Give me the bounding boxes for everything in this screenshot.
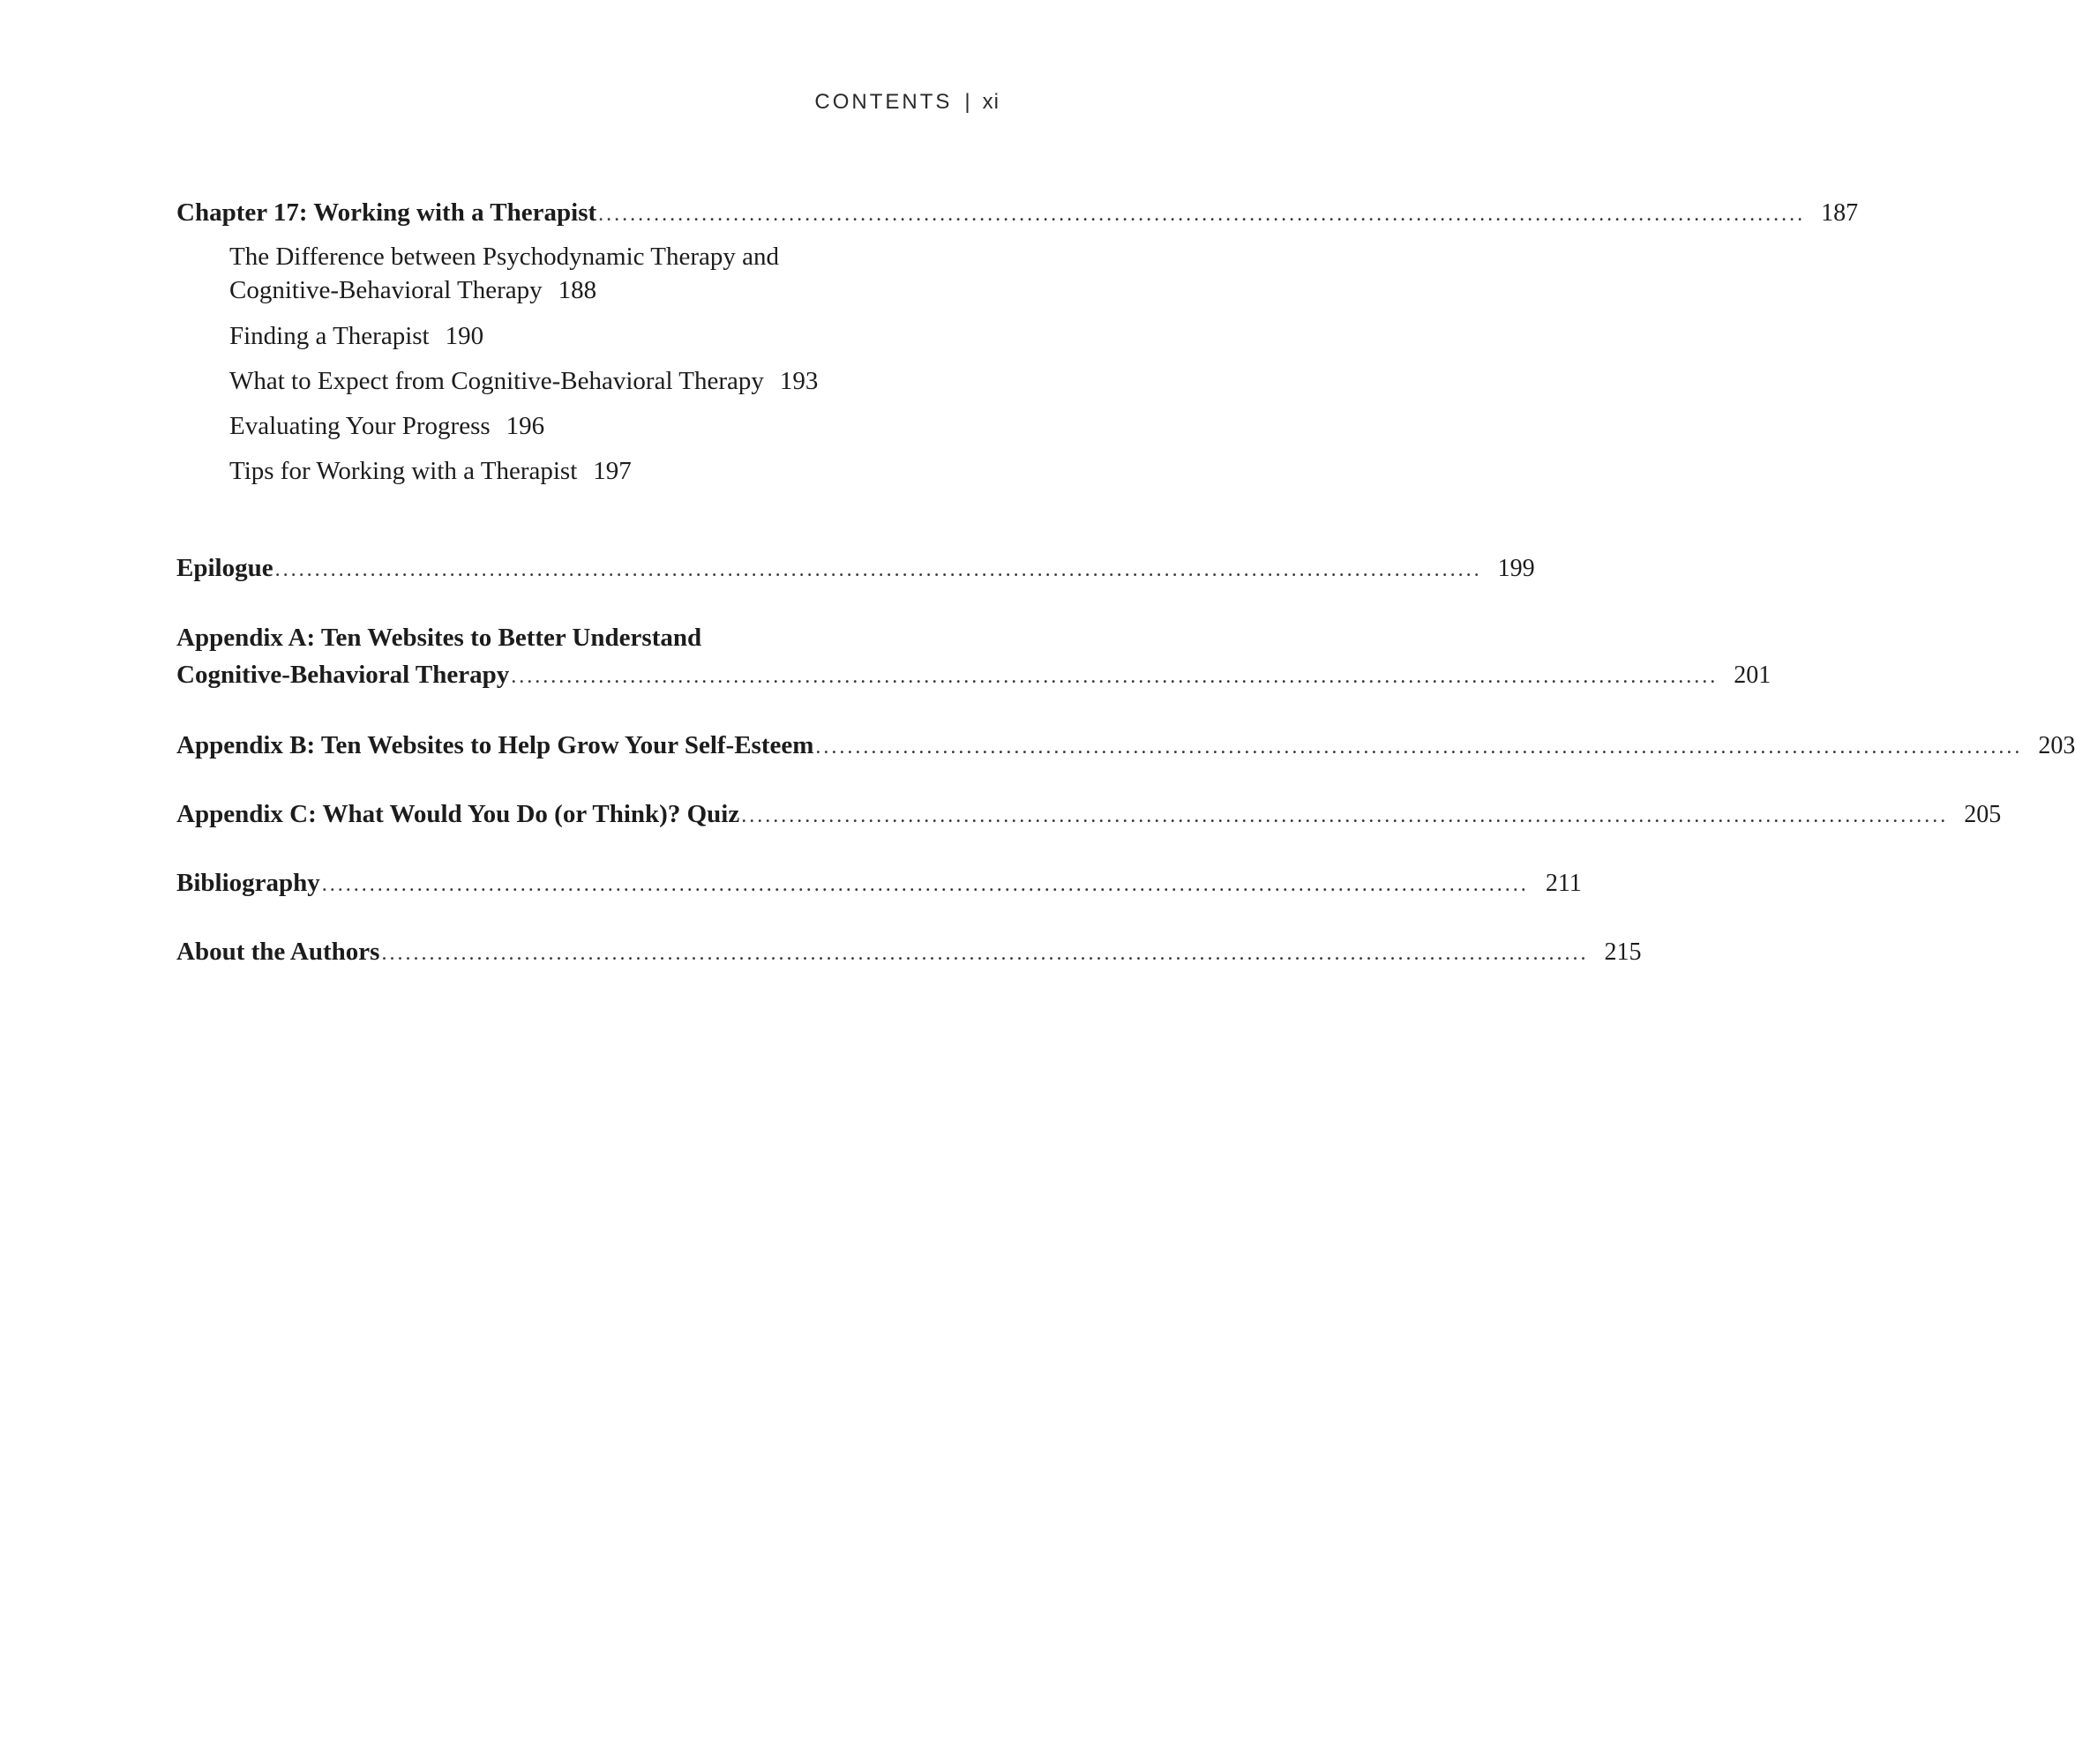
toc-entry-title: Chapter 17: Working with a Therapist: [176, 198, 597, 227]
page-number: xi: [982, 90, 1000, 114]
toc-subentry-page: 196: [506, 412, 545, 440]
toc-subentry[interactable]: [229, 409, 935, 443]
toc-entry-bibliography[interactable]: [176, 864, 1582, 903]
toc-entry-appendix-c[interactable]: [176, 796, 2002, 834]
toc-subentry[interactable]: [229, 364, 935, 398]
toc-entry-page: 203: [2038, 732, 2075, 759]
toc-entry-appendix-b[interactable]: [176, 727, 2075, 766]
toc-entry-title-line1: Appendix A: Ten Websites to Better Understand: [176, 624, 702, 652]
toc-subentry-title: Evaluating Your Progress: [229, 412, 491, 440]
toc-subentry-page: 193: [779, 367, 819, 395]
toc-entry-title: Appendix B: Ten Websites to Help Grow Your Self-Esteem: [176, 731, 814, 759]
toc-subentry-title: Tips for Working with a Therapist: [229, 457, 578, 485]
toc-entry-title: Epilogue: [176, 554, 273, 582]
dot-leader: ........................................................................................................................................................: [321, 873, 1529, 896]
dot-leader: ........................................................................................................................................................: [741, 804, 1949, 827]
toc-subentry-title-line1: The Difference between Psychodynamic Therapy and: [229, 243, 779, 271]
toc-subentry-title: Finding a Therapist: [229, 322, 430, 350]
toc-entry-page: 205: [1964, 801, 2002, 828]
toc-subentry-title: What to Expect from Cognitive-Behavioral Therapy: [229, 367, 764, 395]
toc-subentry[interactable]: [229, 454, 935, 488]
toc-entry-page: 187: [1821, 199, 1859, 227]
toc-entry-epilogue[interactable]: [176, 549, 1535, 588]
dot-leader: ........................................................................................................................................................: [815, 736, 2023, 759]
toc-entry-about-the-authors[interactable]: [176, 933, 1642, 972]
toc-subentry-page: 197: [593, 457, 632, 485]
running-head: [814, 88, 1000, 116]
toc-entry-appendix-a[interactable]: [176, 619, 1772, 695]
toc-entry-page: 211: [1545, 870, 1582, 897]
running-head-separator: |: [964, 90, 970, 114]
toc-entry-page: 215: [1604, 938, 1642, 966]
dot-leader: ........................................................................................................................................................: [511, 665, 1719, 688]
dot-leader: ........................................................................................................................................................: [598, 203, 1806, 226]
running-head-section: CONTENTS: [814, 90, 953, 114]
toc-entry-chapter-17[interactable]: [176, 194, 1859, 233]
dot-leader: ........................................................................................................................................................: [274, 558, 1482, 581]
toc-entry-title-line2: Cognitive-Behavioral Therapy: [176, 661, 510, 689]
toc-entry-page: 199: [1497, 555, 1535, 582]
toc-entry-title: Appendix C: What Would You Do (or Think)? Quiz: [176, 800, 740, 828]
toc-subentry-title-line2: Cognitive-Behavioral Therapy: [229, 276, 543, 304]
toc-entry-page: 201: [1734, 662, 1772, 689]
toc-subentry-page: 188: [558, 276, 597, 304]
toc-subentry-page: 190: [445, 322, 484, 350]
toc-entry-title: Bibliography: [176, 869, 320, 897]
toc-subentry[interactable]: [229, 319, 935, 353]
dot-leader: ........................................................................................................................................................: [381, 942, 1589, 965]
toc-entry-title: About the Authors: [176, 938, 380, 966]
toc-subentry[interactable]: [229, 240, 935, 307]
